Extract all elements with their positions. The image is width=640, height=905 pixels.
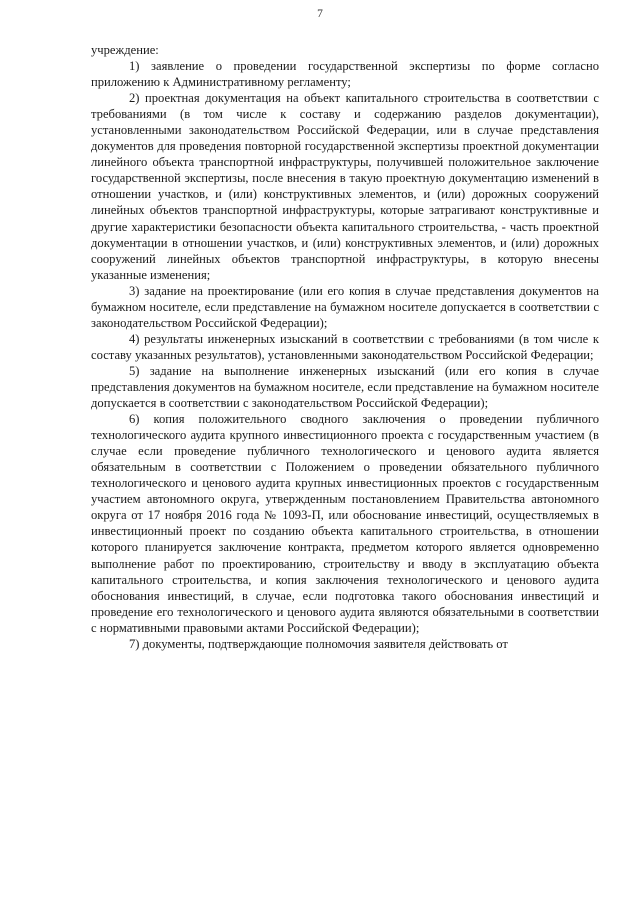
page-number: 7 bbox=[317, 8, 323, 20]
paragraph-item-7: 7) документы, подтверждающие полномочия заявителя действовать от bbox=[129, 636, 508, 651]
paragraph-continuation: учреждение: bbox=[91, 43, 159, 57]
paragraph-item-5: 5) задание на выполнение инженерных изысканий (или его копия в случае представления документов на бумажном носителе, если представление на бумажном носителе допускается в соответствии с законодательством Российской Федерации); bbox=[91, 363, 599, 411]
paragraph-item-2: 2) проектная документация на объект капитального строительства в соответствии с требованиями (в том числе к составу и содержанию разделов документации), установленными законодательством Российской Федерации, или в случае представления документов для проведения повторной государственной экспертизы проектной документации линейного объекта транспортной инфраструктуры, получившей положительное заключение государственной экспертизы, после внесения в такую проектную документацию изменений в отношении участков, и (или) конструктивных элементов, и (или) дорожных сооружений линейных объектов транспортной инфраструктуры, которые затрагивают конструктивные и другие характеристики безопасности объекта капитального строительства, - часть проектной документации в отношении участков, и (или) конструктивных элементов, и (или) дорожных сооружений линейных объектов транспортной инфраструктуры, в которую внесены указанные изменения; bbox=[91, 91, 599, 282]
paragraph-item-3: 3) задание на проектирование (или его копия в случае представления документов на бумажном носителе, если представление на бумажном носителе допускается в соответствии с законодательством Российской Федерации); bbox=[91, 283, 599, 330]
document-body bbox=[91, 42, 599, 652]
paragraph-item-4: 4) результаты инженерных изысканий в соответствии с требованиями (в том числе к составу указанных результатов), установленными законодательством Российской Федерации; bbox=[91, 331, 599, 362]
paragraph-item-1: 1) заявление о проведении государственной экспертизы по форме согласно приложению к Административному регламенту; bbox=[91, 59, 599, 90]
paragraph-item-6: 6) копия положительного сводного заключения о проведении публичного технологического аудита крупного инвестиционного проекта с государственным участием (в случае если проведение публичного технологического и ценового аудита является обязательным в соответствии с Положением о проведении обязательного публичного технологического и ценового аудита крупных инвестиционных проектов с государственным участием автономного округа, утвержденным постановлением Правительства автономного округа от 17 ноября 2016 года № 1093-П, или обоснование инвестиций, осуществляемых в инвестиционный проект по созданию объекта капитального строительства, в отношении которого планируется заключение контракта, предметом которого является одновременно выполнение работ по проектированию, строительству и вводу в эксплуатацию объекта капитального строительства, и копия заключения технологического и ценового аудита обоснования инвестиций, в случае, если подготовка такого обоснования инвестиций и проведение его технологического и ценового аудита являются обязательными в соответствии с нормативными правовыми актами Российской Федерации); bbox=[91, 412, 599, 635]
